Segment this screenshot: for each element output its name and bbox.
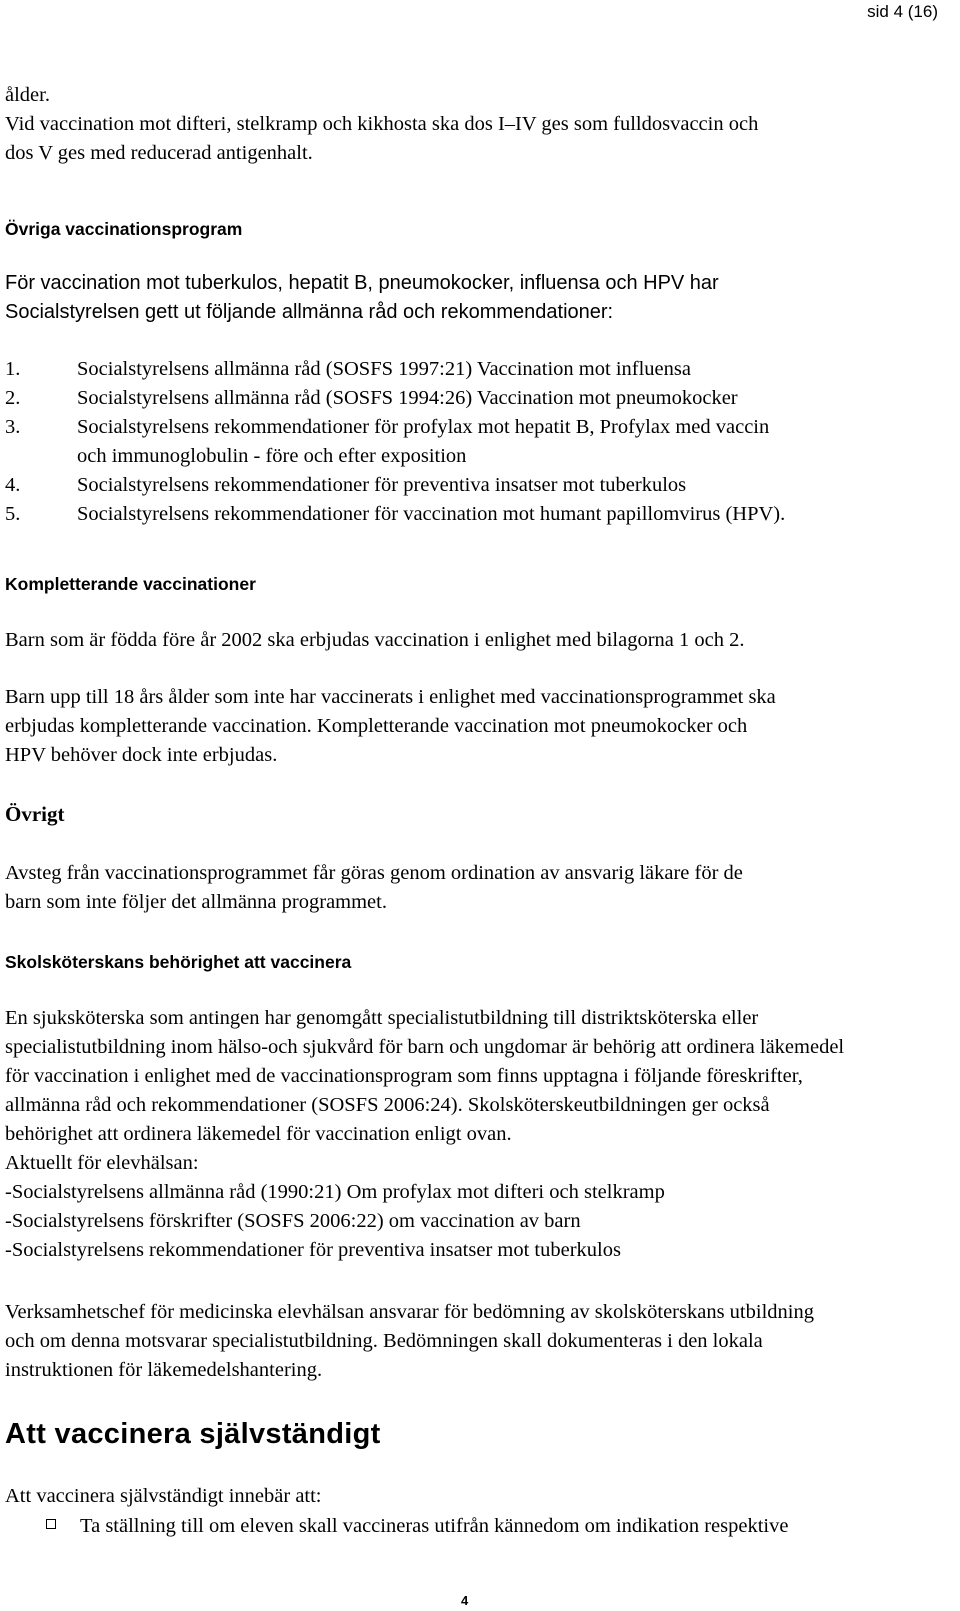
section-heading-kompletterande-vaccinationer: Kompletterande vaccinationer: [5, 574, 256, 594]
list-item: [5, 413, 935, 442]
section-heading-ovriga-vaccinationsprogram: Övriga vaccinationsprogram: [5, 219, 243, 239]
list-item: [5, 471, 935, 500]
list-item: [5, 384, 935, 413]
section5-intro: Att vaccinera självständigt innebär att:: [5, 1485, 322, 1507]
section2-paragraph-2: [5, 683, 776, 770]
recommendations-list: [5, 355, 935, 529]
list-number: 5.: [5, 503, 21, 525]
text-line: Vid vaccination mot difteri, stelkramp och kikhosta ska dos I–IV ges som fulldosvaccin och: [5, 113, 759, 135]
list-number: 2.: [5, 387, 21, 409]
text-line: Barn upp till 18 års ålder som inte har vaccinerats i enlighet med vaccinationsprogrammet ska: [5, 686, 776, 708]
text-line: För vaccination mot tuberkulos, hepatit B, pneumokocker, influensa och HPV har: [5, 272, 719, 294]
text-line: ålder.: [5, 84, 50, 106]
section3-paragraph: [5, 859, 743, 917]
section4-paragraph-2: [5, 1298, 814, 1385]
list-text: Socialstyrelsens rekommendationer för vaccination mot humant papillomvirus (HPV).: [77, 503, 786, 525]
section2-paragraph-1: Barn som är födda före år 2002 ska erbjudas vaccination i enlighet med bilagorna 1 och 2.: [5, 629, 745, 651]
list-item: [5, 355, 935, 384]
text-line: behörighet att ordinera läkemedel för vaccination enligt ovan.: [5, 1123, 512, 1145]
list-text: Socialstyrelsens rekommendationer för profylax mot hepatit B, Profylax med vaccin: [77, 416, 770, 438]
text-line: -Socialstyrelsens allmänna råd (1990:21) Om profylax mot difteri och stelkramp: [5, 1181, 665, 1203]
list-item: [5, 500, 935, 529]
bullet-text: Ta ställning till om eleven skall vaccineras utifrån kännedom om indikation respektive: [80, 1515, 789, 1537]
list-text: och immunoglobulin - före och efter exposition: [77, 445, 467, 467]
section-heading-att-vaccinera-sjalvstandigt: Att vaccinera självständigt: [5, 1418, 381, 1450]
text-line: och om denna motsvarar specialistutbildning. Bedömningen skall dokumenteras i den lokala: [5, 1330, 763, 1352]
text-line: erbjudas kompletterande vaccination. Kompletterande vaccination mot pneumokocker och: [5, 715, 748, 737]
text-line: instruktionen för läkemedelshantering.: [5, 1359, 323, 1381]
section-heading-skolskoterskans-behorighet: Skolsköterskans behörighet att vaccinera: [5, 952, 352, 972]
intro-paragraph: [5, 81, 758, 168]
list-number: 1.: [5, 358, 21, 380]
list-text: Socialstyrelsens rekommendationer för preventiva insatser mot tuberkulos: [77, 474, 687, 496]
checkbox-bullet-icon: [46, 1519, 56, 1529]
list-text: Socialstyrelsens allmänna råd (SOSFS 1997:21) Vaccination mot influensa: [77, 358, 691, 380]
text-line: Socialstyrelsen gett ut följande allmänna råd och rekommendationer:: [5, 301, 614, 323]
text-line: Verksamhetschef för medicinska elevhälsan ansvarar för bedömning av skolsköterskans utbildning: [5, 1301, 814, 1323]
list-item-continuation: [5, 442, 935, 471]
text-line: HPV behöver dock inte erbjudas.: [5, 744, 278, 766]
page-label: sid 4 (16): [867, 2, 938, 21]
list-text: Socialstyrelsens allmänna råd (SOSFS 1994:26) Vaccination mot pneumokocker: [77, 387, 738, 409]
text-line: för vaccination i enlighet med de vaccinationsprogram som finns upptagna i följande föreskrifter,: [5, 1065, 803, 1087]
list-number: 3.: [5, 416, 21, 438]
text-line: barn som inte följer det allmänna programmet.: [5, 891, 387, 913]
text-line: -Socialstyrelsens förskrifter (SOSFS 2006:22) om vaccination av barn: [5, 1210, 581, 1232]
text-line: allmänna råd och rekommendationer (SOSFS 2006:24). Skolsköterskeutbildningen ger också: [5, 1094, 770, 1116]
section4-paragraph-1: [5, 1004, 844, 1265]
section-heading-ovrigt: Övrigt: [5, 802, 65, 826]
section1-intro: [5, 269, 719, 327]
text-line: Aktuellt för elevhälsan:: [5, 1152, 199, 1174]
text-line: -Socialstyrelsens rekommendationer för preventiva insatser mot tuberkulos: [5, 1239, 621, 1261]
footer-page-number: 4: [461, 1593, 469, 1608]
text-line: En sjuksköterska som antingen har genomgått specialistutbildning till distriktsköterska eller: [5, 1007, 759, 1029]
text-line: specialistutbildning inom hälso-och sjukvård för barn och ungdomar är behörig att ordinera läkemedel: [5, 1036, 845, 1058]
text-line: Avsteg från vaccinationsprogrammet får göras genom ordination av ansvarig läkare för de: [5, 862, 743, 884]
text-line: dos V ges med reducerad antigenhalt.: [5, 142, 313, 164]
list-number: 4.: [5, 474, 21, 496]
